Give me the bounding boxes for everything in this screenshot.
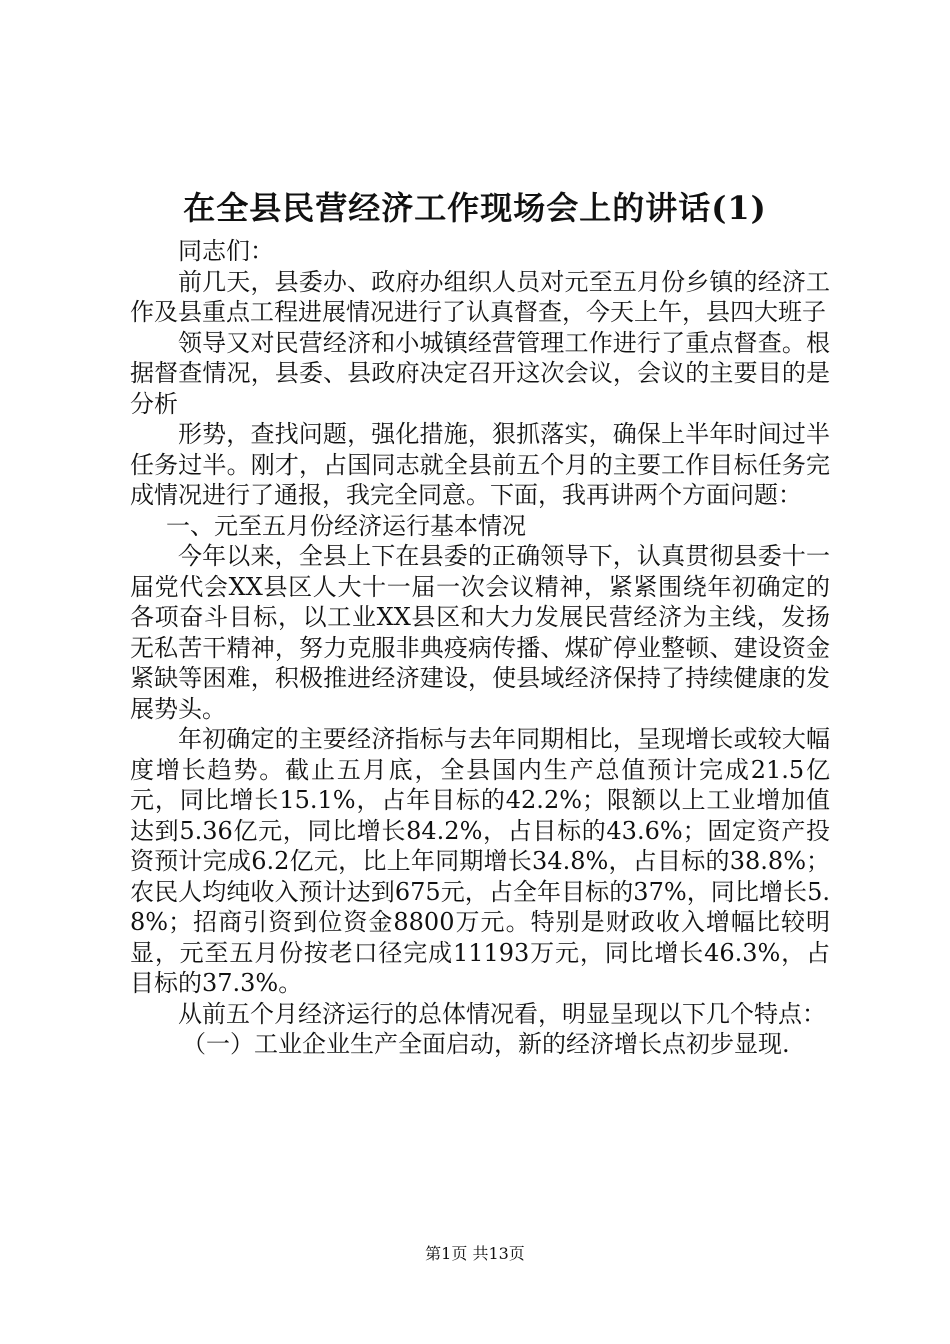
paragraph: 从前五个月经济运行的总体情况看，明显呈现以下几个特点： [178,999,826,1028]
page-footer: 第1页 共13页 [425,1244,525,1263]
paragraph: 年初确定的主要经济指标与去年同期相比，呈现增长或较大幅度增长趋势。截止五月底，全县国内生产总值预计完成21.5亿元，同比增长15.1%，占年目标的42.2%；限额以上工业增加值达到5.36亿元，同比增长84.2%，占目标的43.6%；固定资产投资预计完成6.2亿元，比上年同期增长34.8%，占目标的38.8%；农民人均纯收入预计达到675元，占全年目标的37%，同比增长5.8%；招商引资到位资金8800万元。特别是财政收入增幅比较明显，元至五月份按老口径完成11193万元，同比增长46.3%，占目标的37.3%。 [130,725,830,997]
salutation: 同志们： [178,237,274,265]
document-title: 在全县民营经济工作现场会上的讲话(1) [183,189,767,227]
document-body [130,236,830,1060]
paragraph: 今年以来，全县上下在县委的正确领导下，认真贯彻县委十一届党代会XX县区人大十一届一次会议精神，紧紧围绕年初确定的各项奋斗目标，以工业XX县区和大力发展民营经济为主线，发扬无私苦干精神，努力克服非典疫病传播、煤矿停业整顿、建设资金紧缺等困难，积极推进经济建设，使县域经济保持了持续健康的发展势头。 [130,542,830,723]
section-heading: 一、元至五月份经济运行基本情况 [166,511,526,540]
paragraph: 形势，查找问题，强化措施，狠抓落实，确保上半年时间过半任务过半。刚才，占国同志就全县前五个月的主要工作目标任务完成情况进行了通报，我完全同意。下面，我再讲两个方面问题： [130,420,830,509]
paragraph: 前几天，县委办、政府办组织人员对元至五月份乡镇的经济工作及县重点工程进展情况进行了认真督查，今天上午，县四大班子 [130,267,830,326]
subsection-heading: （一）工业企业生产全面启动，新的经济增长点初步显现. [182,1030,790,1058]
paragraph: 领导又对民营经济和小城镇经营管理工作进行了重点督查。根据督查情况，县委、县政府决定召开这次会议，会议的主要目的是分析 [130,328,830,418]
